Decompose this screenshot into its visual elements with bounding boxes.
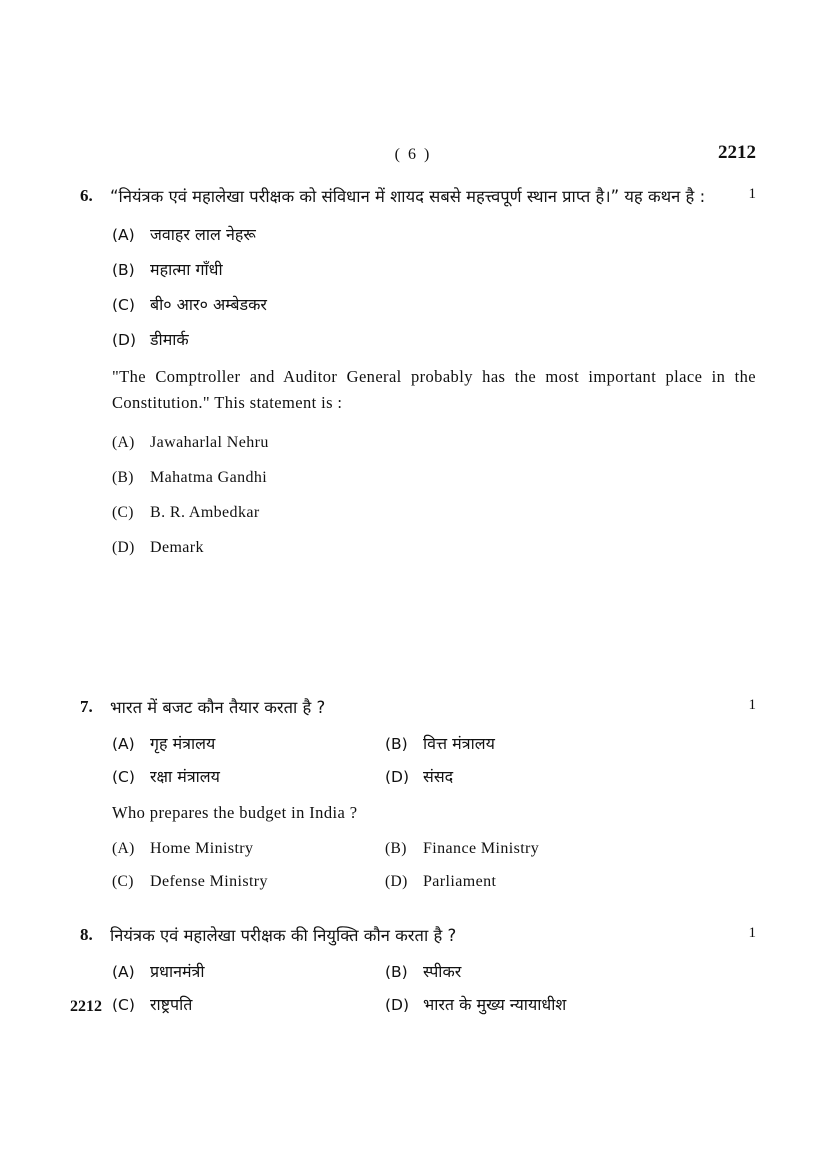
question-7-text-hindi: भारत में बजट कौन तैयार करता है ? <box>110 698 326 717</box>
option-text: गृह मंत्रालय <box>150 734 216 753</box>
option-row <box>112 432 756 454</box>
question-7-marks: 1 <box>748 697 756 713</box>
option-label: (B) <box>112 261 135 279</box>
option-row <box>385 838 756 860</box>
option-text: Jawaharlal Nehru <box>150 434 269 451</box>
option-label: (C) <box>112 296 135 314</box>
option-label: (D) <box>385 768 410 786</box>
question-8-number: 8. <box>80 925 93 944</box>
option-text: Mahatma Gandhi <box>150 469 268 486</box>
option-label: (A) <box>112 963 135 981</box>
option-row <box>385 994 756 1016</box>
question-6-header <box>70 186 756 208</box>
option-text: Home Ministry <box>150 840 254 857</box>
option-row <box>112 766 385 788</box>
option-label: (D) <box>112 331 137 349</box>
option-label: (C) <box>112 768 135 786</box>
option-row <box>112 294 756 316</box>
question-8-text-hindi: नियंत्रक एवं महालेखा परीक्षक की नियुक्ति कौन करता है ? <box>110 926 457 945</box>
option-row <box>112 871 385 893</box>
option-label: (A) <box>112 226 135 244</box>
option-text: डीमार्क <box>150 330 189 349</box>
page-number: ( 6 ) <box>394 146 432 163</box>
question-6 <box>70 186 756 559</box>
option-label: (D) <box>112 539 135 556</box>
option-label: (B) <box>385 963 408 981</box>
page-content <box>70 142 756 1016</box>
option-text: B. R. Ambedkar <box>150 504 260 521</box>
question-8-marks: 1 <box>748 925 756 941</box>
option-label: (A) <box>112 434 135 451</box>
option-row <box>112 259 756 281</box>
option-row <box>112 502 756 524</box>
option-row <box>112 994 385 1016</box>
option-row <box>112 733 385 755</box>
option-row <box>112 838 385 860</box>
paper-code-top: 2212 <box>718 142 756 163</box>
footer-paper-code: 2212 <box>70 998 102 1015</box>
question-7-options-hindi <box>112 733 756 788</box>
question-8-options-hindi <box>112 961 756 1016</box>
option-text: रक्षा मंत्रालय <box>150 767 220 786</box>
question-7-text-english: Who prepares the budget in India ? <box>112 803 358 822</box>
option-row <box>385 733 756 755</box>
option-row <box>112 467 756 489</box>
option-label: (B) <box>385 840 407 857</box>
question-6-marks: 1 <box>748 186 756 202</box>
option-label: (C) <box>112 873 134 890</box>
question-6-number: 6. <box>80 186 93 205</box>
option-text: Parliament <box>423 873 497 890</box>
question-8-header <box>70 925 756 947</box>
option-label: (C) <box>112 996 135 1014</box>
option-text: संसद <box>423 767 454 786</box>
question-7-options-english <box>112 838 756 893</box>
option-row <box>112 224 756 246</box>
option-label: (D) <box>385 873 408 890</box>
question-6-text-hindi: “नियंत्रक एवं महालेखा परीक्षक को संविधान में शायद सबसे महत्त्वपूर्ण स्थान प्राप्त है।” यह कथन है : <box>110 187 706 206</box>
option-label: (A) <box>112 735 135 753</box>
option-text: Defense Ministry <box>150 873 268 890</box>
option-row <box>385 961 756 983</box>
option-row <box>112 961 385 983</box>
page-header <box>70 142 756 170</box>
option-text: प्रधानमंत्री <box>150 962 205 981</box>
option-label: (B) <box>112 469 134 486</box>
question-8 <box>70 925 756 1016</box>
option-text: बी० आर० अम्बेडकर <box>150 295 267 314</box>
option-row <box>385 871 756 893</box>
question-7-number: 7. <box>80 697 93 716</box>
option-row <box>385 766 756 788</box>
question-6-options-english <box>112 432 756 559</box>
option-label: (A) <box>112 840 135 857</box>
question-6-options-hindi <box>112 224 756 351</box>
question-7 <box>70 697 756 893</box>
option-row <box>112 329 756 351</box>
option-label: (C) <box>112 504 134 521</box>
option-text: Demark <box>150 539 204 556</box>
option-label: (D) <box>385 996 410 1014</box>
option-text: स्पीकर <box>423 962 462 981</box>
option-text: भारत के मुख्य न्यायाधीश <box>423 995 567 1014</box>
option-text: वित्त मंत्रालय <box>423 734 495 753</box>
option-text: जवाहर लाल नेहरू <box>150 225 256 244</box>
option-label: (B) <box>385 735 408 753</box>
option-text: Finance Ministry <box>423 840 540 857</box>
option-row <box>112 537 756 559</box>
option-text: महात्मा गाँधी <box>150 260 223 279</box>
question-6-text-english: "The Comptroller and Auditor General probably has the most important place in the Constitution." This statement is : <box>112 367 756 412</box>
option-text: राष्ट्रपति <box>150 995 193 1014</box>
question-7-header <box>70 697 756 719</box>
